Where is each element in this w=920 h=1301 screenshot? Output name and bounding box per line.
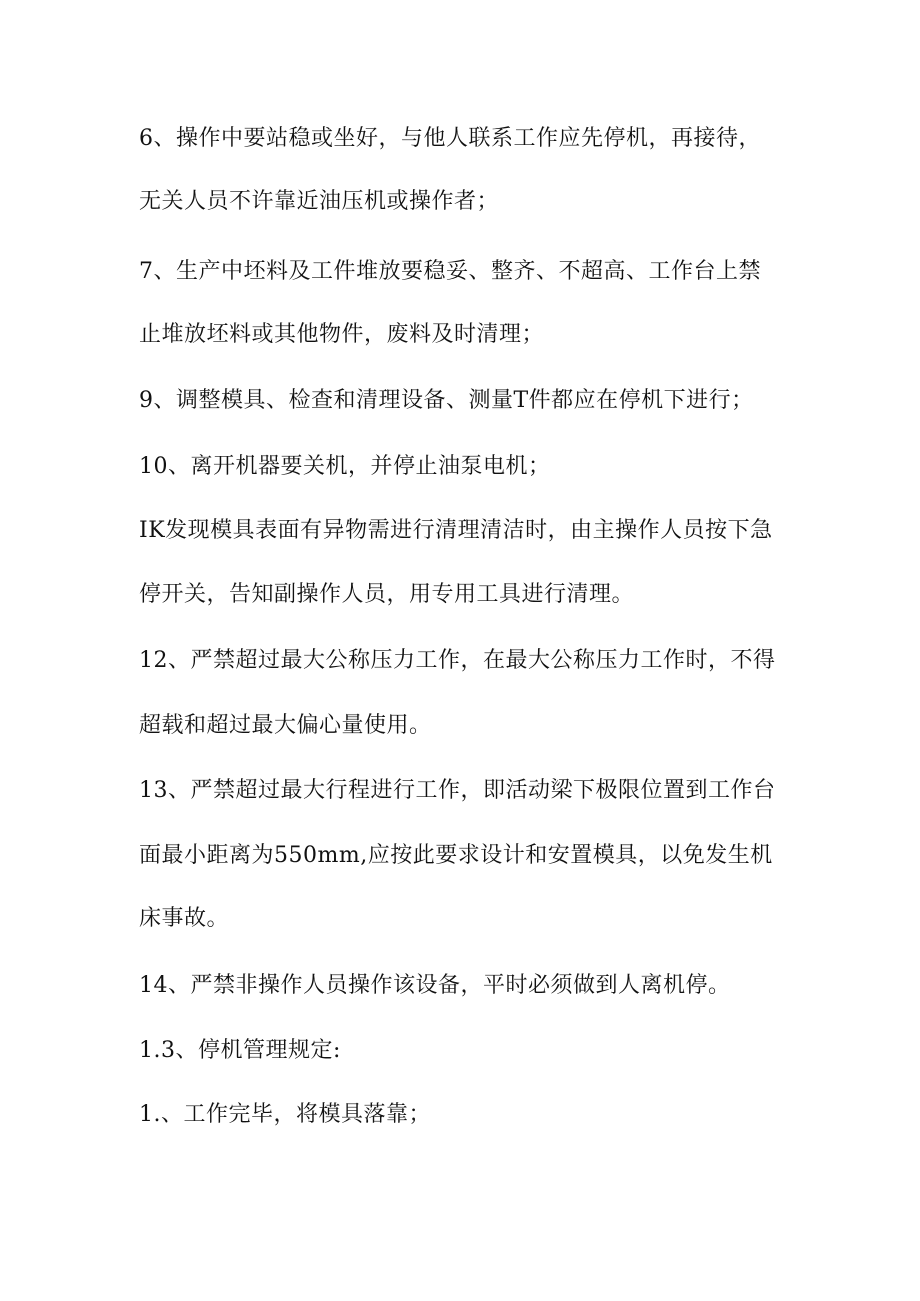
text-line: 面最小距离为550mm,应按此要求设计和安置模具，以免发生机 <box>139 843 773 868</box>
text-line: 超载和超过最大偏心量使用。 <box>139 713 432 738</box>
text-line: 9、调整模具、检查和清理设备、测量T件都应在停机下进行； <box>139 388 754 413</box>
text-line: 10、离开机器要关机，并停止油泵电机； <box>139 454 551 479</box>
text-line: IK发现模具表面有异物需进行清理清洁时，由主操作人员按下急 <box>139 518 773 543</box>
text-line: 12、严禁超过最大公称压力工作，在最大公称压力工作时，不得 <box>139 648 776 673</box>
text-line: 无关人员不许靠近油压机或操作者； <box>139 189 500 214</box>
text-line: 7、生产中坯料及工件堆放要稳妥、整齐、不超高、工作台上禁 <box>139 259 761 284</box>
text-line: 6、操作中要站稳或坐好，与他人联系工作应先停机，再接待， <box>139 126 761 151</box>
text-line: 停开关，告知副操作人员，用专用工具进行清理。 <box>139 582 635 607</box>
text-line: 止堆放坯料或其他物件，废料及时清理； <box>139 322 545 347</box>
text-line: 1.3、停机管理规定: <box>139 1038 341 1063</box>
text-line: 床事故。 <box>139 906 230 931</box>
text-line: 14、严禁非操作人员操作该设备，平时必须做到人离机停。 <box>139 973 731 998</box>
text-line: 13、严禁超过最大行程进行工作，即活动梁下极限位置到工作台 <box>139 778 776 803</box>
text-line: 1.、工作完毕，将模具落靠； <box>139 1102 431 1127</box>
